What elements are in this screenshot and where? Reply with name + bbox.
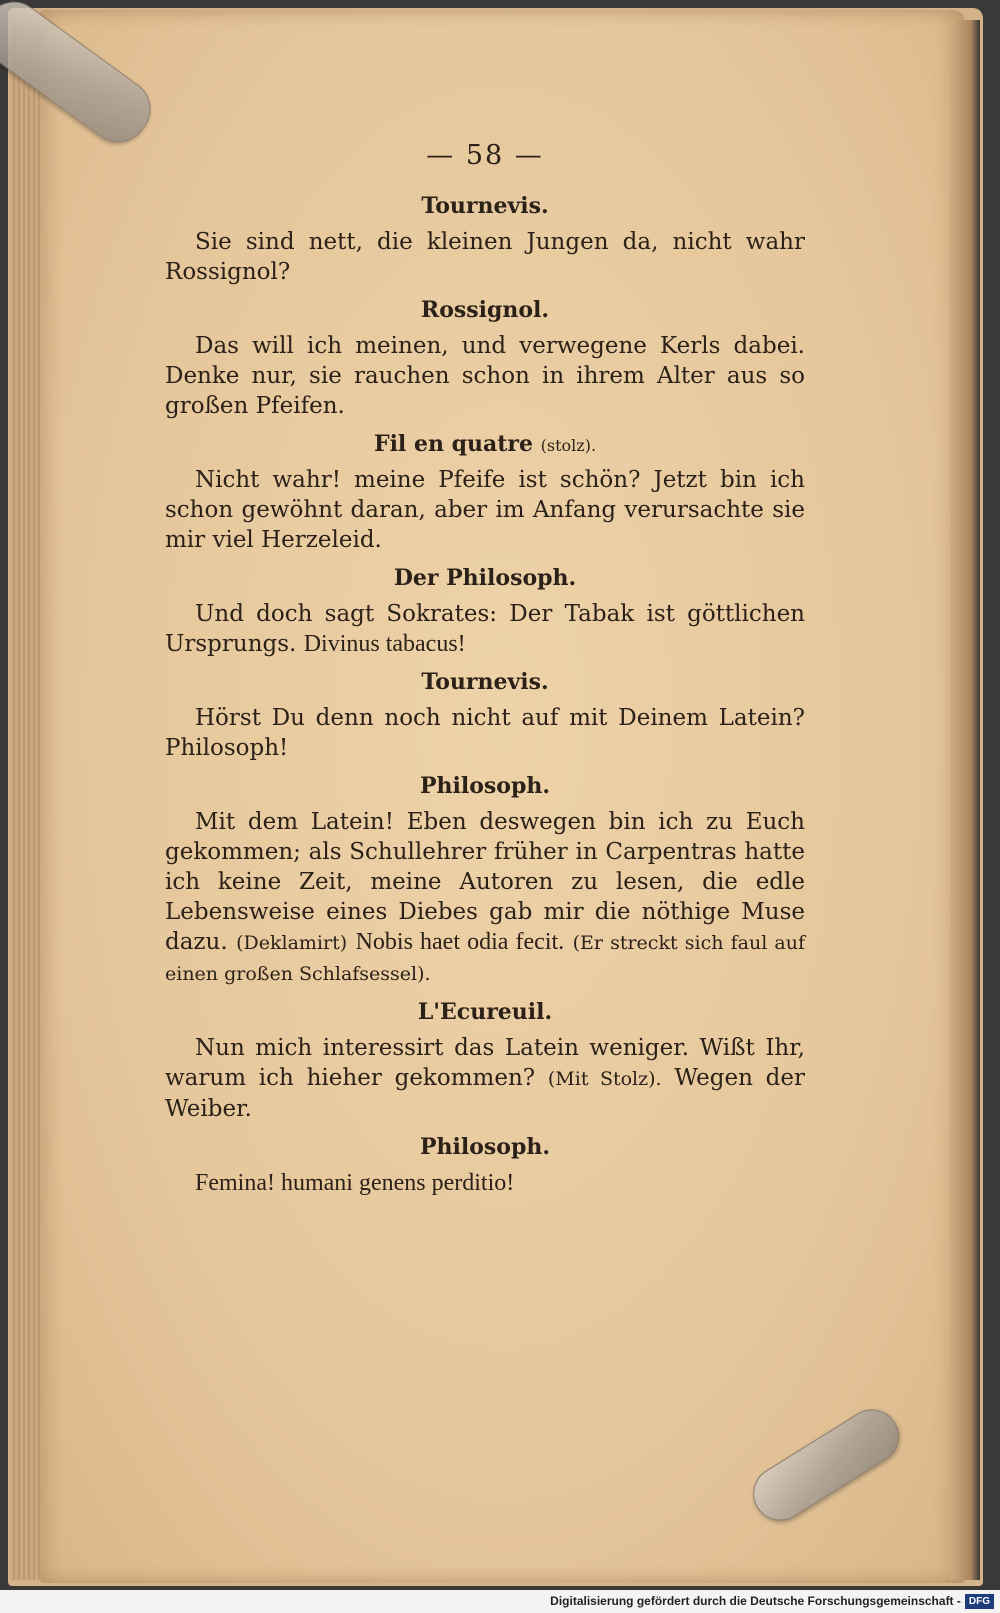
- book-gutter: [950, 20, 980, 1580]
- page-number: — 58 —: [426, 140, 544, 171]
- stage-direction: (Deklamirt): [236, 932, 348, 954]
- speaker-name: Tournevis.: [421, 193, 549, 219]
- dialogue-text: Sie sind nett, die kleinen Jungen da, nicht wahr Rossignol?: [165, 229, 805, 285]
- speaker-heading: [165, 669, 805, 695]
- latin-quote: Nobis haet odia fecit.: [355, 929, 565, 955]
- dialogue-line: [165, 1168, 805, 1198]
- dialogue-line: [165, 465, 805, 555]
- dialogue-text: Hörst Du denn noch nicht auf mit Deinem Latein? Philosoph!: [165, 705, 805, 761]
- dialogue-text: Wegen der Weiber.: [165, 1065, 806, 1122]
- dialogue-text: Das will ich meinen, und verwegene Kerls dabei. Denke nur, sie rauchen schon in ihrem Alter aus so großen Pfeifen.: [165, 333, 805, 419]
- dialogue-line: [165, 807, 805, 989]
- stage-direction: (Mit Stolz).: [547, 1068, 662, 1090]
- footer-credit: Digitalisierung gefördert durch die Deutsche Forschungsgemeinschaft -: [550, 1594, 961, 1608]
- latin-quote: Divinus tabacus!: [303, 631, 466, 657]
- speaker-heading: [165, 193, 805, 219]
- speaker-name: Tournevis.: [421, 669, 549, 695]
- speaker-heading: [165, 773, 805, 799]
- dialogue-line: [165, 331, 805, 421]
- speaker-name: Philosoph.: [419, 773, 551, 799]
- dialogue-text: Nicht wahr! meine Pfeife ist schön? Jetzt bin ich schon gewöhnt daran, aber im Anfang verursachte sie mir viel Herzeleid.: [165, 467, 805, 553]
- dfg-logo: DFG: [965, 1594, 994, 1609]
- dialogue-text: Und doch sagt Sokrates: Der Tabak ist göttlichen Ursprungs.: [165, 601, 805, 657]
- dialogue-line: [165, 227, 805, 287]
- speaker-heading: [165, 1134, 805, 1160]
- speaker-name: Rossignol.: [420, 297, 550, 323]
- speaker-heading: [165, 297, 805, 323]
- speaker-name: Fil en quatre: [373, 431, 533, 457]
- speaker-name: Der Philosoph.: [393, 565, 577, 591]
- dialogue-line: [165, 703, 805, 763]
- dialogue-text: Mit dem Latein! Eben deswegen bin ich zu Euch gekommen; als Schullehrer früher in Carpentras hatte ich keine Zeit, meine Autoren zu lesen, die edle Lebensweise eines Diebes gab mir die nöthige Muse dazu.: [165, 809, 805, 955]
- speaker-name: Philosoph.: [419, 1134, 551, 1160]
- speaker-heading: [165, 999, 805, 1025]
- page-text: [165, 140, 805, 1208]
- speaker-heading: [165, 565, 805, 591]
- latin-quote: Femina! humani genens perditio!: [195, 1170, 515, 1196]
- digitization-footer: [0, 1590, 1000, 1613]
- dialogue-line: [165, 599, 805, 659]
- dialogue-text: Nun mich interessirt das Latein weniger. Wißt Ihr, warum ich hieher gekommen?: [165, 1035, 805, 1091]
- dialogue-line: [165, 1033, 805, 1124]
- speaker-heading: [165, 431, 805, 457]
- speaker-name: L'Ecureuil.: [417, 999, 553, 1025]
- stage-direction: (stolz).: [540, 436, 597, 455]
- stage-direction: (Er streckt sich faul auf einen großen Schlafsessel).: [165, 932, 806, 985]
